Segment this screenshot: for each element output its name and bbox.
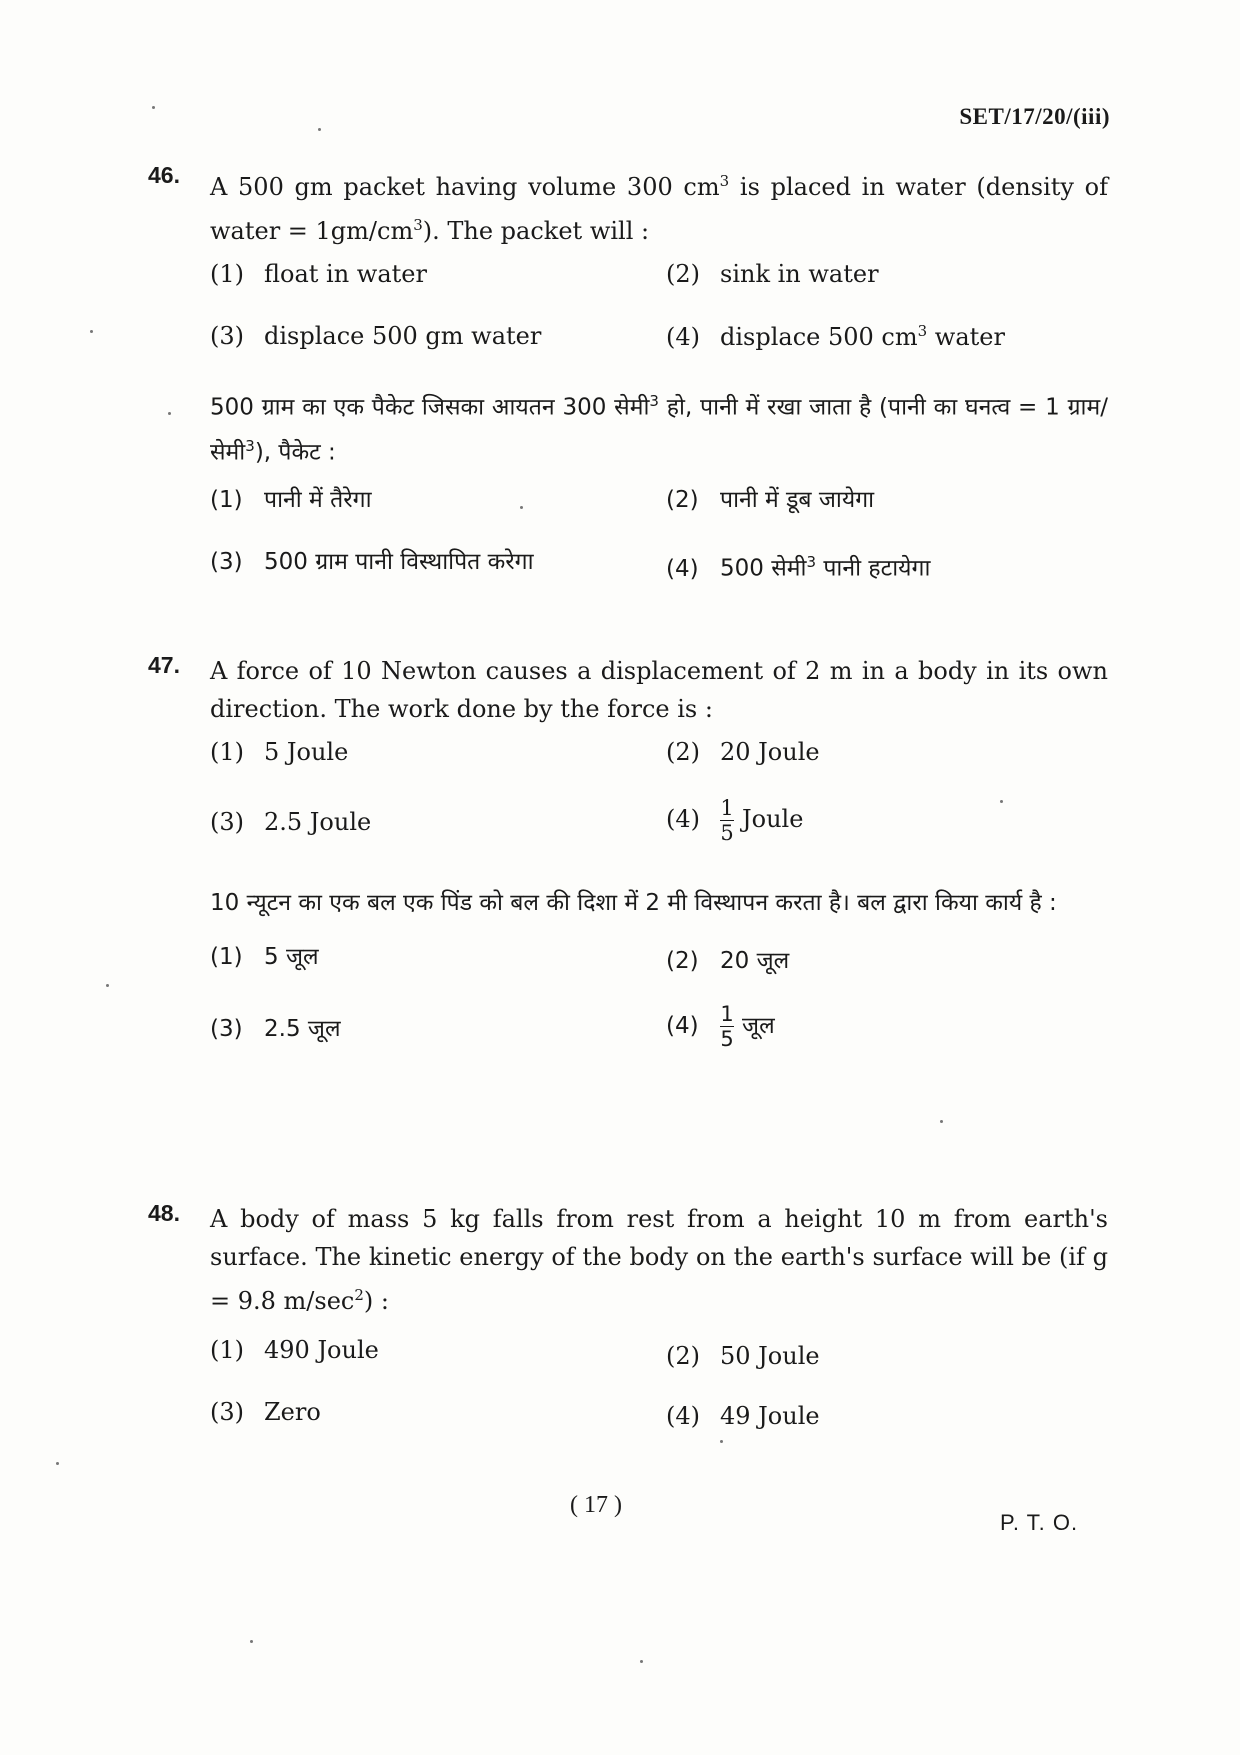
scan-speck (152, 106, 155, 109)
option-number: (1) (210, 944, 243, 970)
fraction-numerator: 1 (720, 1002, 734, 1026)
fraction (720, 796, 734, 845)
question-48 (148, 1200, 1108, 1438)
pto-label: P. T. O. (1000, 1510, 1079, 1535)
option-3[interactable] (210, 808, 371, 836)
option-4[interactable] (666, 796, 803, 845)
option-text: displace 500 gm water (264, 322, 542, 350)
option-3[interactable] (210, 543, 534, 581)
text-part: 500 ग्राम का एक पैकेट जिसका आयतन 300 सेमी (210, 394, 650, 421)
question-text-hindi (210, 382, 1108, 471)
options-english (210, 728, 1108, 860)
superscript: 3 (245, 436, 255, 455)
option-2[interactable] (666, 260, 879, 288)
option-text: 50 Joule (720, 1342, 820, 1370)
option-number: (3) (210, 322, 244, 350)
option-3[interactable] (210, 322, 541, 350)
question-text-english (210, 1200, 1108, 1320)
question-47 (148, 652, 1108, 1054)
option-3[interactable] (210, 1398, 321, 1426)
options-hindi (210, 471, 1108, 589)
option-number: (1) (210, 1336, 244, 1364)
option-text: displace 500 cm (720, 323, 918, 351)
question-text-english: A force of 10 Newton causes a displacement of 2 m in a body in its own direction. The work done by the force is : (210, 657, 1108, 723)
option-text: float in water (264, 260, 427, 288)
set-code: SET/17/20/(iii) (959, 104, 1110, 129)
option-2[interactable] (666, 738, 820, 766)
options-english (210, 250, 1108, 368)
option-number: (1) (210, 738, 244, 766)
scan-speck (106, 984, 109, 987)
text-part: हो, पानी में रखा जाता है (पानी का घनत्व = 1 ग्राम/सेमी (210, 394, 1109, 466)
option-text-tail: Joule (742, 805, 804, 833)
option-number: (1) (210, 487, 243, 514)
option-number: (3) (210, 549, 243, 576)
option-number: (4) (666, 805, 700, 833)
option-text: 2.5 जूल (264, 1016, 341, 1042)
scan-speck (640, 1660, 643, 1663)
question-number: 46. (148, 162, 180, 188)
option-number: (4) (666, 555, 699, 582)
option-number: (4) (666, 1402, 700, 1430)
fraction-numerator: 1 (720, 796, 734, 820)
superscript: 3 (649, 392, 659, 410)
text-part: A body of mass 5 kg falls from rest from a height 10 m from earth's surface. The kinetic energy of the body on the earth's surface will be (if g = 9.8 m/sec (210, 1205, 1108, 1315)
option-4[interactable] (666, 543, 930, 588)
superscript: 3 (719, 172, 730, 190)
options-english (210, 1320, 1108, 1438)
superscript: 3 (917, 322, 928, 340)
scan-speck (168, 412, 171, 415)
option-text: 20 Joule (720, 738, 820, 766)
question-number: 47. (148, 652, 180, 678)
option-text: 490 Joule (264, 1336, 379, 1364)
option-number: (4) (666, 323, 700, 351)
option-4[interactable] (666, 1002, 775, 1051)
question-text-english (210, 162, 1108, 250)
scan-speck (1000, 800, 1003, 803)
scan-speck (720, 1440, 723, 1443)
option-number: (2) (666, 487, 699, 514)
option-2[interactable] (666, 481, 874, 519)
option-3[interactable] (210, 1010, 341, 1048)
scan-speck (940, 1120, 943, 1123)
option-1[interactable] (210, 481, 372, 519)
option-number: (3) (210, 1398, 244, 1426)
option-text: 5 Joule (264, 738, 349, 766)
option-1[interactable] (210, 738, 348, 766)
option-text-tail: जूल (742, 1013, 775, 1039)
option-1[interactable] (210, 1336, 379, 1364)
option-text: Zero (264, 1398, 321, 1426)
text-part: ), पैकेट : (254, 439, 336, 466)
option-number: (2) (666, 260, 700, 288)
scan-speck (520, 506, 523, 509)
scan-speck (56, 1462, 59, 1465)
option-number: (2) (666, 1342, 700, 1370)
option-1[interactable] (210, 938, 319, 976)
option-text: 2.5 Joule (264, 808, 372, 836)
fraction-denominator: 5 (720, 1027, 734, 1051)
superscript: 3 (806, 553, 817, 572)
page-number: ( 17 ) (570, 1492, 622, 1518)
options-hindi (210, 922, 1108, 1054)
option-text-tail: water (927, 323, 1005, 351)
option-number: (1) (210, 260, 244, 288)
superscript: 3 (413, 216, 423, 234)
text-part: A 500 gm packet having volume 300 cm (210, 173, 720, 201)
text-part: ) : (363, 1287, 389, 1315)
question-number: 48. (148, 1200, 180, 1226)
option-text: 500 ग्राम पानी विस्थापित करेगा (264, 549, 534, 576)
option-4[interactable] (666, 322, 1005, 351)
option-2[interactable] (666, 942, 789, 980)
option-number: (2) (666, 738, 700, 766)
question-46 (148, 162, 1108, 589)
option-text: 5 जूल (264, 944, 319, 970)
question-text-hindi: 10 न्यूटन का एक बल एक पिंड को बल की दिशा में 2 मी विस्थापन करता है। बल द्वारा किया कार्य है : (210, 890, 1057, 916)
scan-speck (318, 128, 321, 131)
option-number: (2) (666, 948, 699, 974)
option-text: पानी में डूब जायेगा (720, 487, 875, 514)
scan-speck (90, 330, 93, 333)
option-text: 20 जूल (720, 948, 790, 974)
option-text: 500 सेमी (720, 555, 807, 582)
fraction-denominator: 5 (720, 821, 734, 845)
option-number: (3) (210, 1016, 243, 1042)
fraction (720, 1002, 734, 1051)
scan-speck (250, 1640, 253, 1643)
option-text: पानी में तैरेगा (264, 487, 372, 514)
option-text-tail: पानी हटायेगा (816, 555, 931, 582)
option-2[interactable] (666, 1342, 820, 1370)
superscript: 2 (354, 1286, 364, 1304)
option-text: 49 Joule (720, 1402, 820, 1430)
option-4[interactable] (666, 1402, 820, 1430)
text-part: ). The packet will : (422, 217, 650, 245)
option-text: sink in water (720, 260, 879, 288)
text-part: is placed in water (density of water = 1gm/cm (210, 173, 1108, 245)
option-number: (3) (210, 808, 244, 836)
option-number: (4) (666, 1013, 699, 1039)
option-1[interactable] (210, 260, 427, 288)
